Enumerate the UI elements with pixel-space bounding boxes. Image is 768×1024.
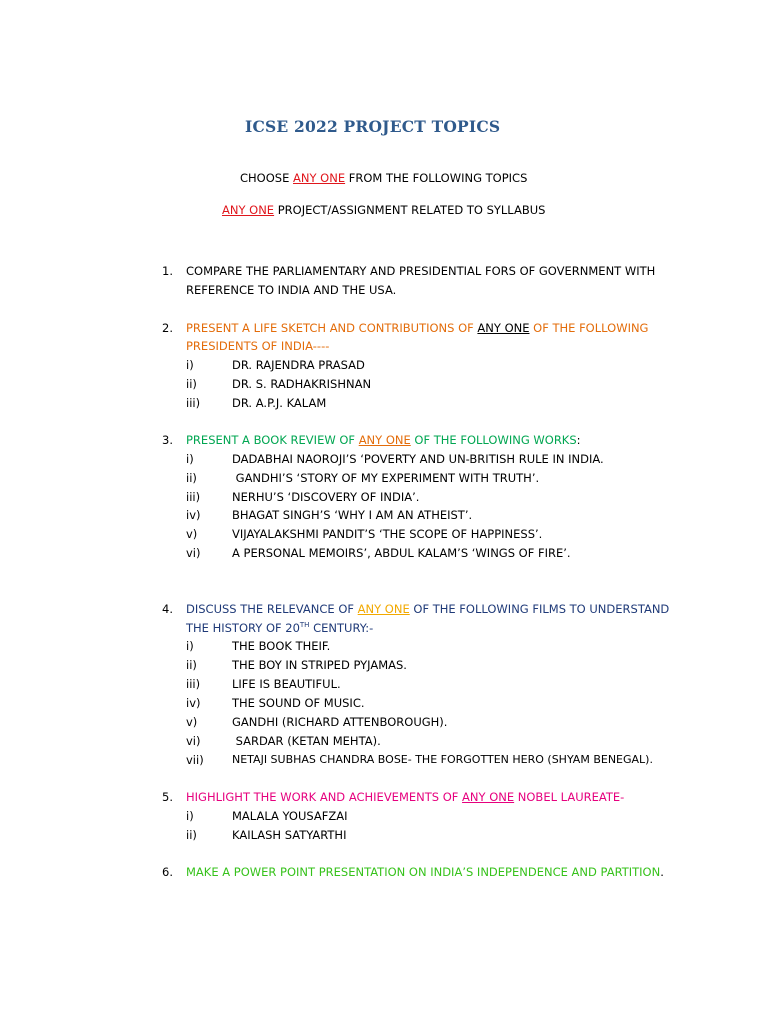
any-one-emphasis: ANY ONE (477, 321, 530, 335)
list-item: BHAGAT SINGH’S ‘WHY I AM AN ATHEIST’. (232, 508, 473, 522)
topic-heading-tail: . (660, 865, 664, 879)
list-item: NETAJI SUBHAS CHANDRA BOSE- THE FORGOTTEN HERO (SHYAM BENEGAL). (232, 753, 653, 766)
list-item: A PERSONAL MEMOIRS’, ABDUL KALAM’S ‘WINGS OF FIRE’. (232, 546, 571, 560)
list-item-numeral: v) (186, 527, 198, 541)
list-item-numeral: ii) (186, 658, 197, 672)
instruction-suffix: FROM THE FOLLOWING TOPICS (345, 171, 528, 185)
topic-heading-pre: PRESENT A LIFE SKETCH AND CONTRIBUTIONS OF (186, 321, 478, 335)
list-item-numeral: vi) (186, 734, 201, 748)
list-item-numeral: i) (186, 809, 194, 823)
list-item-numeral: iii) (186, 490, 201, 504)
topic-heading-pre: HIGHLIGHT THE WORK AND ACHIEVEMENTS OF (186, 790, 463, 804)
instruction-line (240, 171, 527, 185)
topic-line-2: REFERENCE TO INDIA AND THE USA. (186, 283, 397, 297)
list-item: DR. RAJENDRA PRASAD (232, 358, 365, 372)
topic-heading (186, 790, 624, 804)
instruction-prefix: CHOOSE (240, 171, 294, 185)
list-item-numeral: v) (186, 715, 198, 729)
list-item-numeral: i) (186, 639, 194, 653)
topic-heading-text: MAKE A POWER POINT PRESENTATION ON INDIA’S INDEPENDENCE AND PARTITION (186, 865, 661, 879)
assignment-line (222, 203, 545, 217)
list-item-numeral: vi) (186, 546, 201, 560)
topic-heading-post: OF THE FOLLOWING (529, 321, 649, 335)
list-item-numeral: iii) (186, 677, 201, 691)
topic-heading-tail: : (576, 433, 581, 447)
topic-heading-post: OF THE FOLLOWING FILMS TO UNDERSTAND (409, 602, 670, 616)
list-item: THE BOOK THEIF. (232, 639, 331, 653)
list-item-numeral: i) (186, 452, 194, 466)
list-item-numeral: i) (186, 358, 194, 372)
list-item: KAILASH SATYARTHI (232, 828, 347, 842)
list-item-numeral: ii) (186, 377, 197, 391)
topic-heading-line-2: PRESIDENTS OF INDIA---- (186, 339, 330, 353)
topic-heading (186, 433, 581, 447)
ordinal-superscript: TH (299, 621, 310, 630)
list-item: DR. A.P.J. KALAM (232, 396, 327, 410)
list-item: THE BOY IN STRIPED PYJAMAS. (232, 658, 407, 672)
list-item: THE SOUND OF MUSIC. (232, 696, 365, 710)
topic-number: 5. (162, 790, 173, 804)
topic-heading-line-2-post: CENTURY:- (309, 621, 374, 635)
list-item-numeral: iv) (186, 696, 201, 710)
any-one-emphasis: ANY ONE (357, 602, 410, 616)
list-item: VIJAYALAKSHMI PANDIT’S ‘THE SCOPE OF HAPPINESS’. (232, 527, 543, 541)
topic-heading-line-2-pre: THE HISTORY OF 20 (186, 621, 300, 635)
topic-number: 4. (162, 602, 173, 616)
list-item-numeral: vii) (186, 753, 204, 767)
any-one-emphasis: ANY ONE (462, 790, 515, 804)
assignment-text: PROJECT/ASSIGNMENT RELATED TO SYLLABUS (274, 203, 546, 217)
list-item: LIFE IS BEAUTIFUL. (232, 677, 341, 691)
list-item: NERHU’S ‘DISCOVERY OF INDIA’. (232, 490, 420, 504)
topic-line-1: COMPARE THE PARLIAMENTARY AND PRESIDENTIAL FORS OF GOVERNMENT WITH (186, 264, 656, 278)
topic-heading-post: OF THE FOLLOWING WORKS (410, 433, 577, 447)
topic-heading-post: NOBEL LAUREATE- (514, 790, 625, 804)
list-item: SARDAR (KETAN MEHTA). (232, 734, 381, 748)
topic-heading (186, 602, 669, 616)
list-item-numeral: ii) (186, 828, 197, 842)
any-one-emphasis: ANY ONE (293, 171, 346, 185)
topic-heading (186, 865, 664, 879)
list-item: GANDHI (RICHARD ATTENBOROUGH). (232, 715, 448, 729)
any-one-emphasis: ANY ONE (358, 433, 411, 447)
topic-heading-pre: PRESENT A BOOK REVIEW OF (186, 433, 359, 447)
list-item: MALALA YOUSAFZAI (232, 809, 348, 823)
any-one-emphasis: ANY ONE (222, 203, 275, 217)
list-item: DR. S. RADHAKRISHNAN (232, 377, 372, 391)
topic-heading-line-2 (186, 621, 373, 635)
topic-heading (186, 321, 648, 335)
topic-number: 2. (162, 321, 173, 335)
list-item-numeral: iv) (186, 508, 201, 522)
list-item-numeral: ii) (186, 471, 197, 485)
list-item: DADABHAI NAOROJI’S ‘POVERTY AND UN-BRITISH RULE IN INDIA. (232, 452, 604, 466)
document-title: ICSE 2022 PROJECT TOPICS (245, 117, 501, 136)
topic-number: 6. (162, 865, 173, 879)
list-item: GANDHI’S ‘STORY OF MY EXPERIMENT WITH TRUTH’. (232, 471, 540, 485)
topic-heading-pre: DISCUSS THE RELEVANCE OF (186, 602, 358, 616)
topic-number: 1. (162, 264, 173, 278)
list-item-numeral: iii) (186, 396, 201, 410)
topic-number: 3. (162, 433, 173, 447)
